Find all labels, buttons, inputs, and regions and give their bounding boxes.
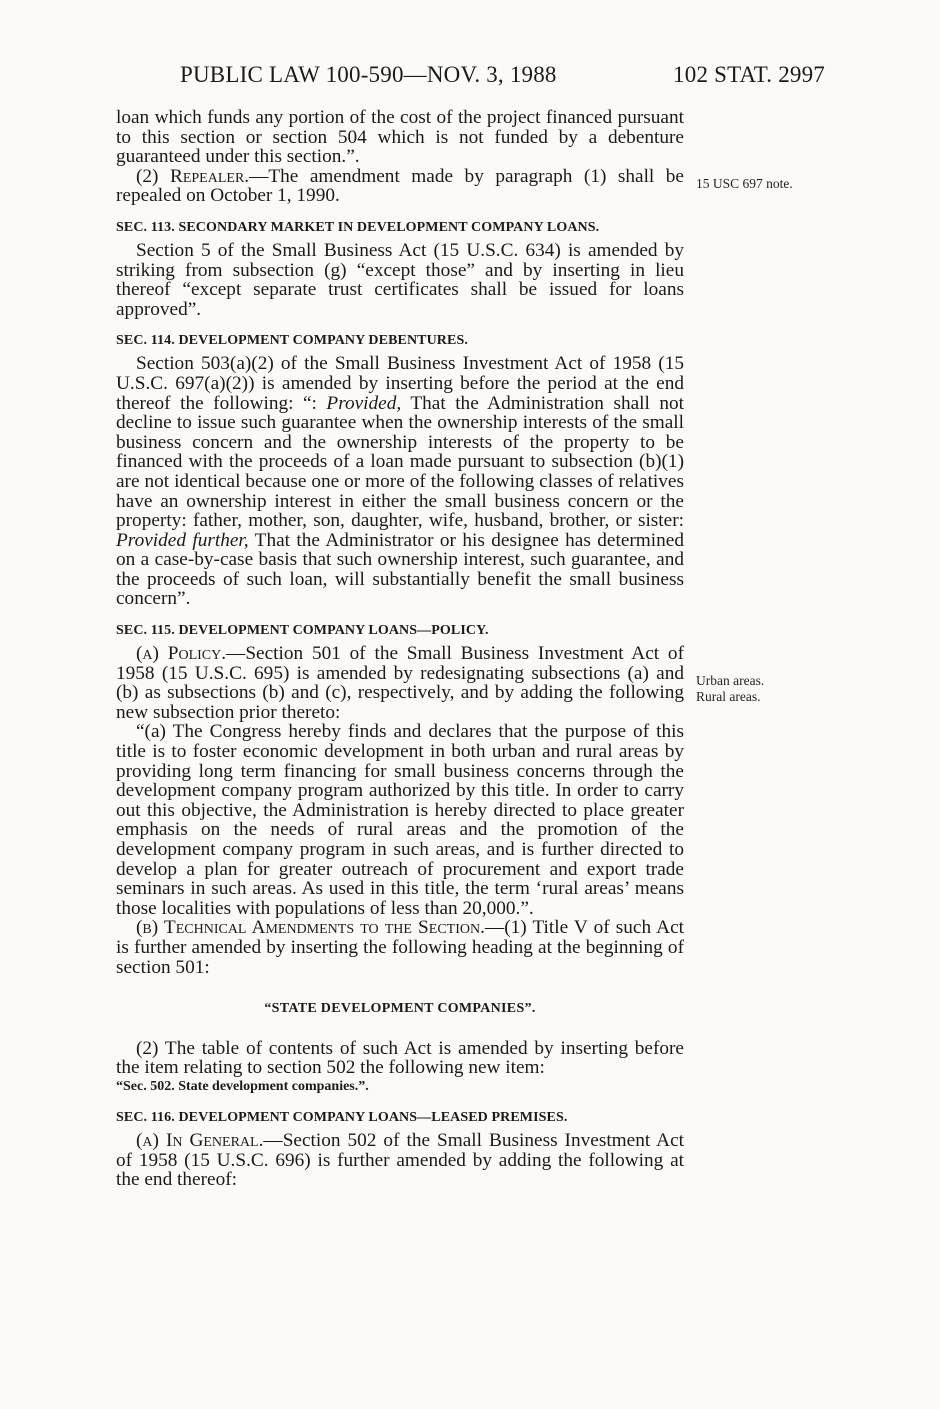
repealer-label: (2) Repealer. (136, 165, 250, 187)
sec-114-text-c: That the Administrator or his designee has determined on a case-by-case basis that such ownership interest, such guarantee, and the proceeds of such loan, will substantially benefit the small business concern”. (116, 529, 684, 610)
sec-116-a-label: (a) In General. (136, 1129, 264, 1151)
repealer-text: —The amendment made by paragraph (1) shall be repealed on October 1, 1990. (116, 165, 684, 207)
page-header (180, 62, 825, 92)
sec-115-b2-text: (2) The table of contents of such Act is amended by inserting before the item relating to section 502 the following new item: (116, 1037, 684, 1079)
sec-116-a-text: —Section 502 of the Small Business Investment Act of 1958 (15 U.S.C. 696) is further amended by adding the following at the end thereof: (116, 1129, 684, 1191)
sec-115-b2-item: “Sec. 502. State development companies.”. (116, 1078, 369, 1094)
sec-116-heading: SEC. 116. DEVELOPMENT COMPANY LOANS—LEASED PREMISES. (116, 1109, 568, 1125)
sec-115-a (116, 644, 684, 722)
sec-114-provided: Provided, (326, 392, 402, 414)
sec-115-b-text: —(1) Title V of such Act is further amended by inserting the following heading at the beginning of section 501: (116, 917, 684, 978)
sec-113-heading: SEC. 113. SECONDARY MARKET IN DEVELOPMENT COMPANY LOANS. (116, 219, 600, 235)
sec-113-text: Section 5 of the Small Business Act (15 U.S.C. 634) is amended by striking from subsection (g) “except those” and by inserting in lieu thereof “except separate trust certificates shall be issued for loans approved”. (116, 239, 684, 320)
sec-114-text (116, 354, 684, 609)
main-text-column (116, 108, 684, 1190)
sec-114-text-a: Section 503(a)(2) of the Small Business Investment Act of 1958 (15 U.S.C. 697(a)(2)) is amended by inserting before the period at the end thereof the following: “: (116, 353, 684, 414)
sec-115-a-text: —Section 501 of the Small Business Investment Act of 1958 (15 U.S.C. 695) is amended by redesignating subsections (a) and (b) as subsections (b) and (c), respectively, and by adding the following new subsection prior thereto: (116, 643, 684, 723)
sec-115-heading: SEC. 115. DEVELOPMENT COMPANY LOANS—POLICY. (116, 623, 489, 639)
margin-note-rural: Rural areas. (696, 689, 761, 704)
margin-note-urban: Urban areas. (696, 673, 765, 688)
centered-heading: “STATE DEVELOPMENT COMPANIES”. (264, 1001, 536, 1017)
margin-note-usc: 15 USC 697 note. (696, 176, 793, 191)
header-stat-page: 102 STAT. 2997 (673, 62, 825, 87)
header-title: PUBLIC LAW 100-590—NOV. 3, 1988 (180, 62, 557, 87)
sec-115-quote: “(a) The Congress hereby finds and declares that the purpose of this title is to foster economic development in both urban and rural areas by providing long term financing for small business concerns through the development company program authorized by this title. In order to carry out this objective, the Administration is hereby directed to place greater emphasis on the needs of rural areas and the promotion of the development company program in such areas, and is further directed to develop a plan for greater outreach of procurement and export trade seminars in such areas. As used in this title, the term ‘rural areas’ means those localities with populations of less than 20,000.”. (116, 721, 684, 919)
paragraph-repealer (116, 167, 684, 206)
sec-115-b-label: (b) Technical Amendments to the Section. (136, 917, 485, 939)
sec-114-provided-further: Provided further, (116, 529, 249, 551)
sec-114-text-b: That the Administration shall not decline to issue such guarantee when the ownership interests of the small business concern and the ownership interests of the property to be financed with the proceeds of a loan made pursuant to subsection (b)(1) are not identical because one or more of the following classes of relatives have an ownership interest in either the small business concern or the property: father, mother, son, daughter, wife, husband, brother, or sister: (116, 392, 684, 532)
sec-115-b (116, 918, 684, 977)
paragraph-continued: loan which funds any portion of the cost of the project financed pursuant to this section or section 504 which is not funded by a debenture guaranteed under this section.”. (116, 107, 684, 168)
sec-115-a-label: (a) Policy. (136, 643, 227, 665)
sec-114-heading: SEC. 114. DEVELOPMENT COMPANY DEBENTURES. (116, 333, 468, 349)
sec-116-a (116, 1131, 684, 1190)
